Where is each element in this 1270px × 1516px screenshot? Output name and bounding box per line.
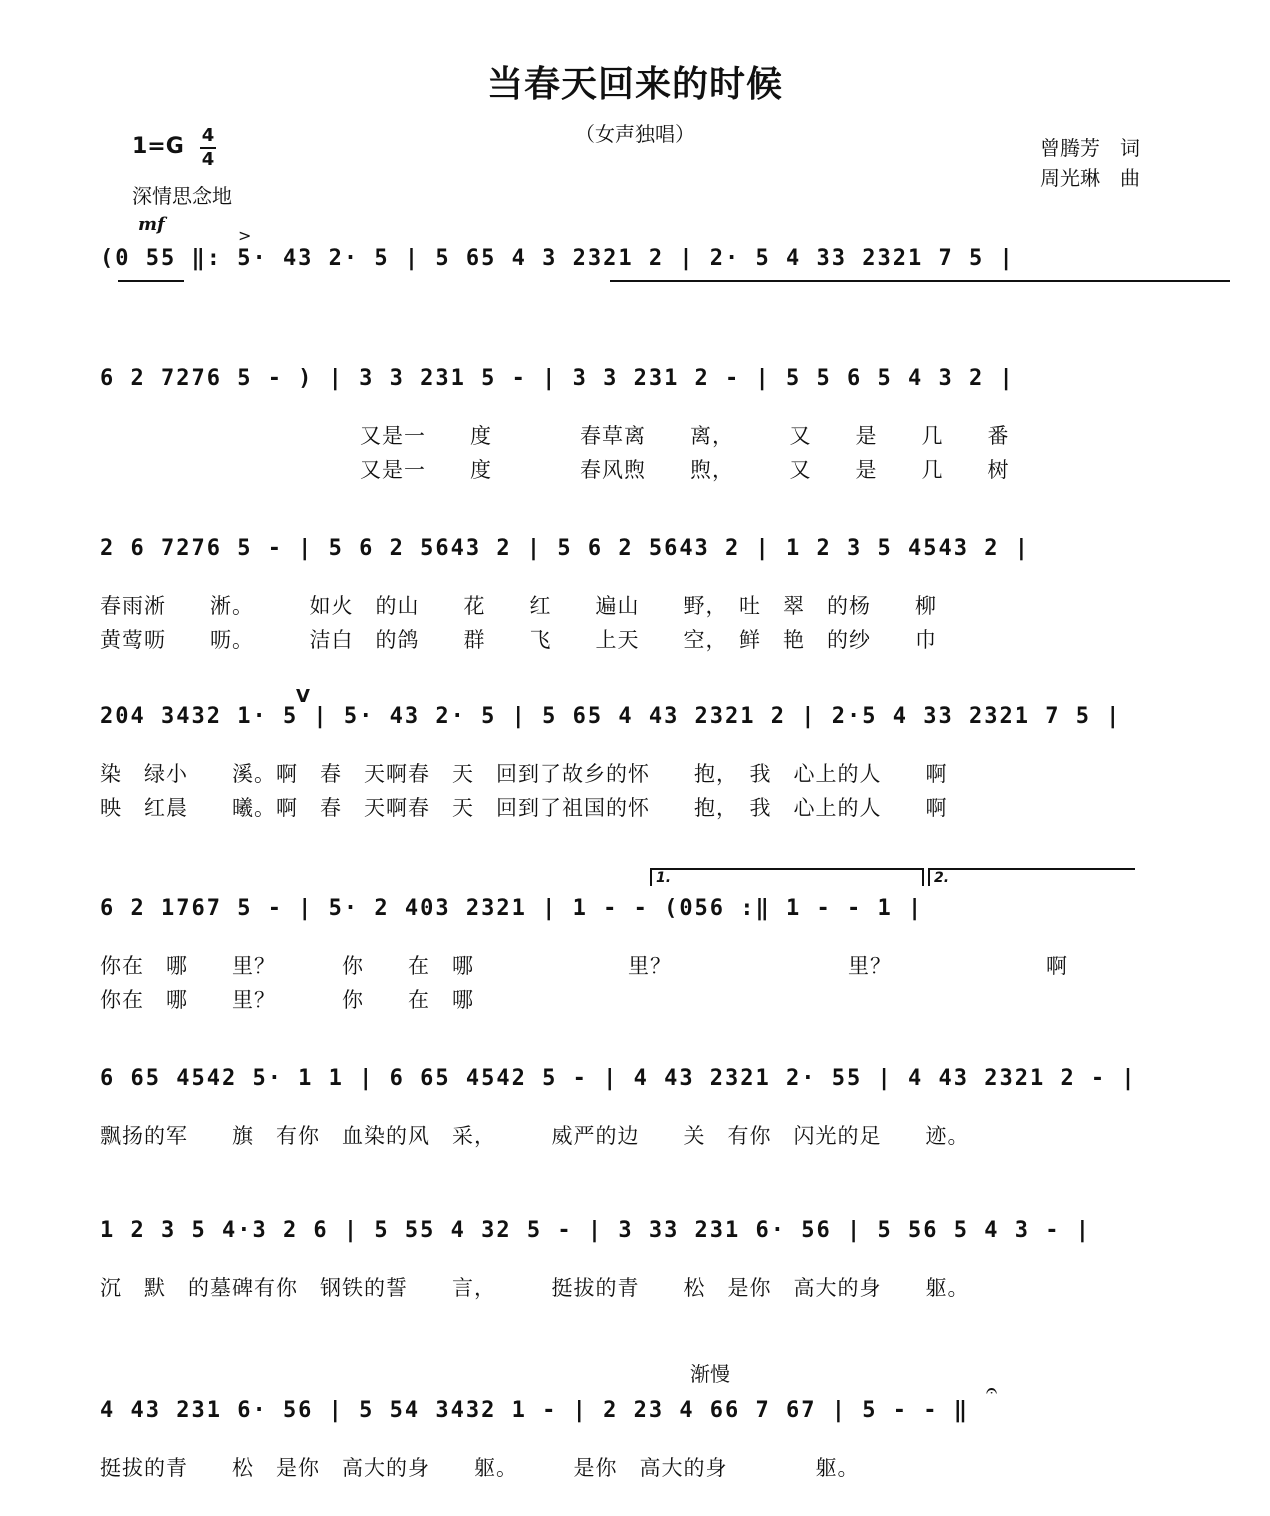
beam [118, 280, 184, 282]
lyrics-verse-2: 你在 哪 里？ 你 在 哪 [100, 988, 474, 1012]
second-ending-bracket [928, 868, 1135, 886]
second-ending-label: 2. [934, 870, 950, 886]
lyrics-verse-1: 飘扬的军 旗 有你 血染的风 采， 威严的边 关 有你 闪光的足 迹。 [100, 1124, 970, 1148]
song-subtitle: （女声独唱） [575, 122, 695, 146]
lyricist-credit: 曾腾芳 词 [1040, 136, 1140, 160]
lyrics-verse-1: 染 绿小 溪。啊 春 天啊春 天 回到了故乡的怀 抱， 我 心上的人 啊 [100, 762, 948, 786]
key-signature: 1=G [132, 134, 184, 159]
time-signature [200, 126, 216, 170]
beam [610, 280, 1230, 282]
lyrics-verse-2: 映 红晨 曦。啊 春 天啊春 天 回到了祖国的怀 抱， 我 心上的人 啊 [100, 796, 948, 820]
dynamic-mark: mf [138, 214, 165, 235]
accent-mark: > [238, 226, 252, 245]
notation-line: 204 3432 1· 5 | 5· 43 2· 5 | 5 65 4 43 2321 2 | 2·5 4 33 2321 7 5 | [100, 704, 1122, 729]
first-ending-label: 1. [656, 870, 672, 886]
lyrics-verse-1: 沉 默 的墓碑有你 钢铁的誓 言， 挺拔的青 松 是你 高大的身 躯。 [100, 1276, 970, 1300]
notation-line: 1 2 3 5 4·3 2 6 | 5 55 4 32 5 - | 3 33 231 6· 56 | 5 56 5 4 3 - | [100, 1218, 1091, 1243]
first-ending-bracket [650, 868, 924, 886]
meter-bottom: 4 [201, 149, 215, 170]
notation-line: 6 2 1767 5 - | 5· 2 403 2321 | 1 - - (056 :‖ 1 - - 1 | [100, 896, 924, 921]
notation-line: 6 65 4542 5· 1 1 | 6 65 4542 5 - | 4 43 2321 2· 55 | 4 43 2321 2 - | [100, 1066, 1137, 1091]
notation-line: (0 55 ‖: 5· 43 2· 5 | 5 65 4 3 2321 2 | 2· 5 4 33 2321 7 5 | [100, 246, 1015, 271]
lyrics-verse-2: 黄莺呖 呖。 洁白 的鸽 群 飞 上天 空， 鲜 艳 的纱 巾 [100, 628, 937, 652]
composer-credit: 周光琳 曲 [1040, 166, 1140, 190]
lyrics-verse-1: 挺拔的青 松 是你 高大的身 躯。 是你 高大的身 躯。 [100, 1456, 860, 1480]
song-title: 当春天回来的时候 [486, 63, 783, 105]
meter-top: 4 [201, 125, 215, 146]
notation-line: 2 6 7276 5 - | 5 6 2 5643 2 | 5 6 2 5643 2 | 1 2 3 5 4543 2 | [100, 536, 1030, 561]
fermata-icon: 𝄐 [986, 1378, 998, 1402]
breath-mark: V [296, 686, 310, 707]
expression-marking: 深情思念地 [132, 184, 232, 208]
notation-line: 4 43 231 6· 56 | 5 54 3432 1 - | 2 23 4 66 7 67 | 5 - - ‖ [100, 1398, 969, 1423]
lyrics-verse-1: 又是一 度 春草离 离， 又 是 几 番 [360, 424, 1010, 448]
lyrics-verse-1: 你在 哪 里？ 你 在 哪 里？ 里？ 啊 [100, 954, 1068, 978]
tempo-change: 渐慢 [690, 1362, 730, 1386]
notation-line: 6 2 7276 5 - ) | 3 3 231 5 - | 3 3 231 2 - | 5 5 6 5 4 3 2 | [100, 366, 1015, 391]
lyrics-verse-2: 又是一 度 春风煦 煦， 又 是 几 树 [360, 458, 1010, 482]
lyrics-verse-1: 春雨淅 淅。 如火 的山 花 红 遍山 野， 吐 翠 的杨 柳 [100, 594, 937, 618]
